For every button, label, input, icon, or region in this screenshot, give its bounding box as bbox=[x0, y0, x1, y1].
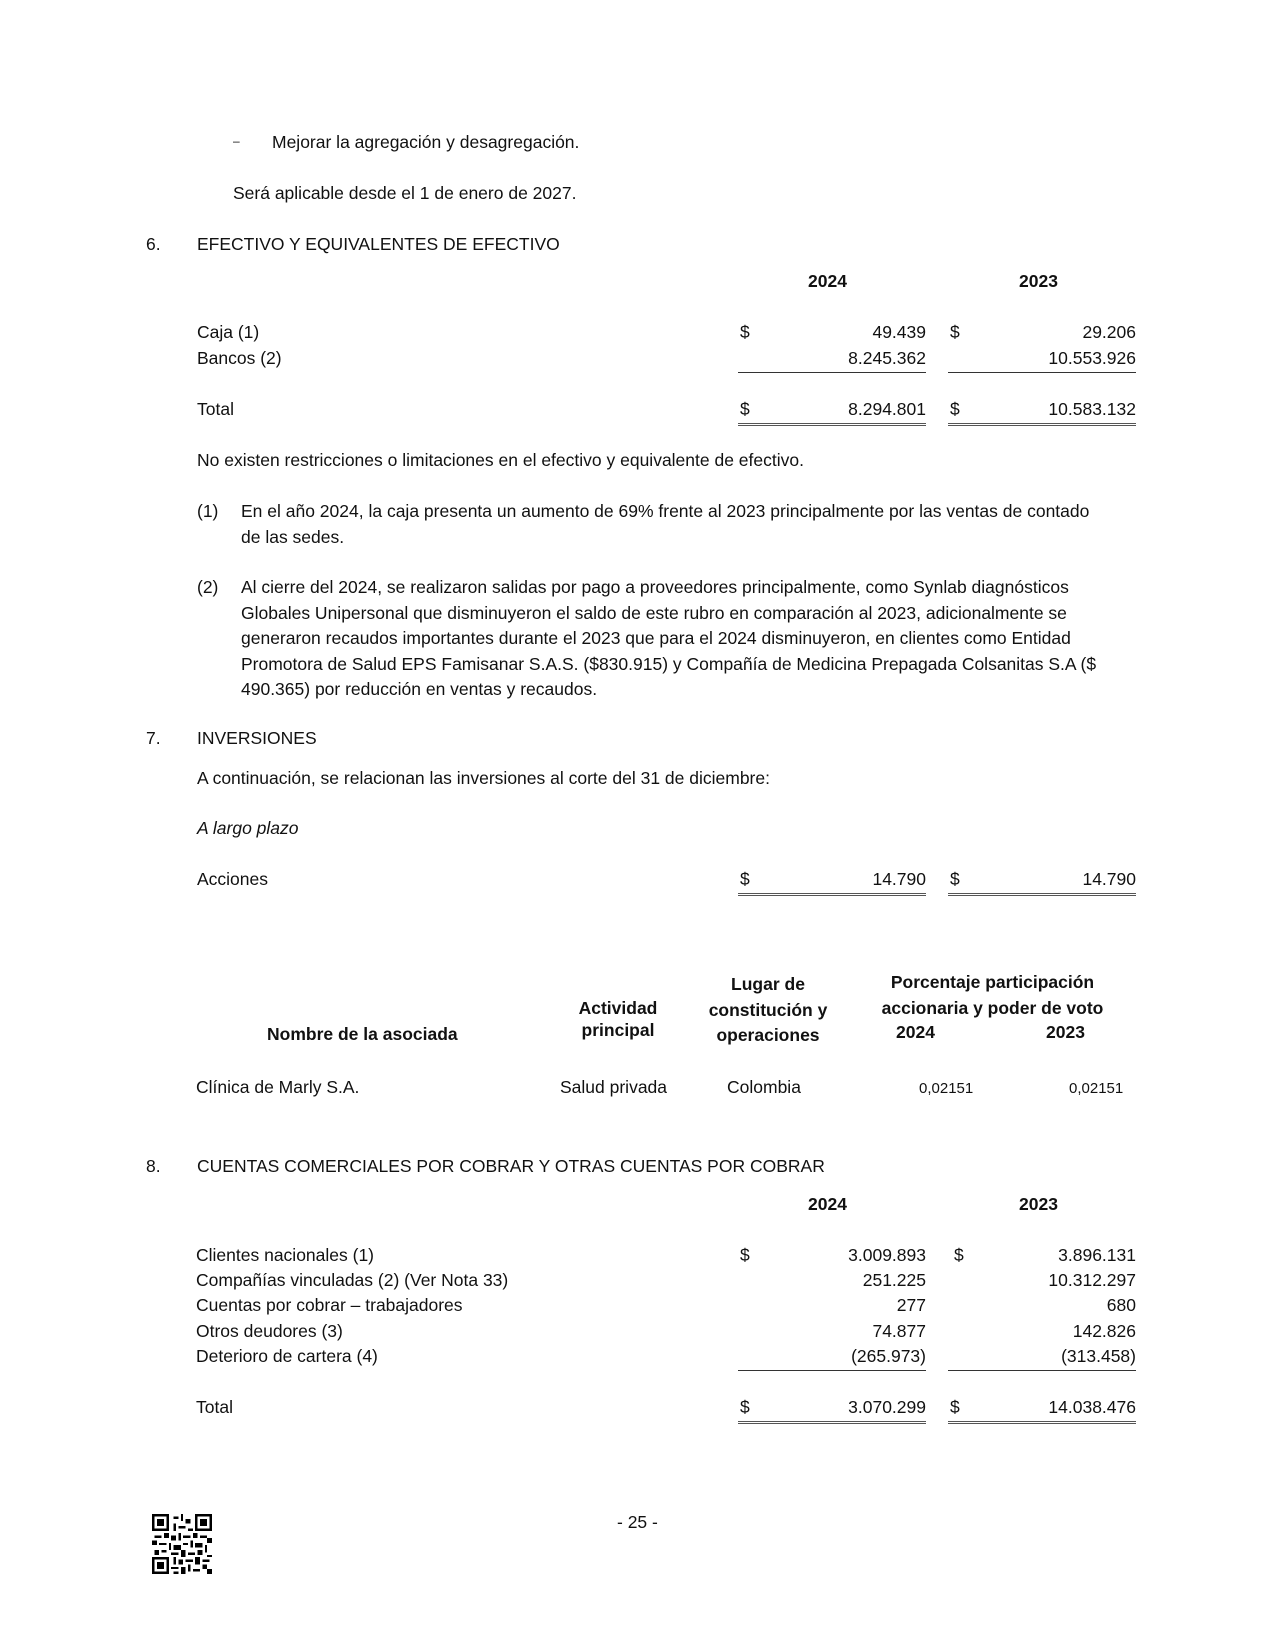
value: 251.225 bbox=[862, 1270, 926, 1290]
row-label: Compañías vinculadas (2) (Ver Nota 33) bbox=[196, 1270, 509, 1290]
header-activity-line: Actividad bbox=[578, 998, 658, 1018]
section-6-number: 6. bbox=[146, 234, 161, 254]
row-label: Cuentas por cobrar – trabajadores bbox=[196, 1295, 463, 1315]
amount-2023 bbox=[948, 1245, 1136, 1269]
header-place bbox=[693, 972, 843, 1049]
associate-activity: Salud privada bbox=[560, 1077, 668, 1097]
associate-name: Clínica de Marly S.A. bbox=[196, 1077, 360, 1097]
bullet-text: Mejorar la agregación y desagregación. bbox=[272, 132, 580, 152]
year-header-2024: 2024 bbox=[808, 1194, 847, 1214]
row-label: Otros deudores (3) bbox=[196, 1321, 343, 1341]
currency-symbol: $ bbox=[740, 869, 750, 889]
header-place-line: Lugar de bbox=[731, 974, 805, 994]
value: 10.583.132 bbox=[1048, 399, 1136, 419]
acciones-2023 bbox=[948, 869, 1136, 896]
restrictions-note: No existen restricciones o limitaciones en el efectivo y equivalente de efectivo. bbox=[197, 450, 804, 470]
currency-symbol: $ bbox=[950, 322, 960, 342]
value: 14.038.476 bbox=[1048, 1397, 1136, 1417]
value: 277 bbox=[896, 1295, 926, 1315]
amount-2024 bbox=[738, 348, 926, 373]
associate-place: Colombia bbox=[727, 1077, 801, 1097]
value: 14.790 bbox=[872, 869, 926, 889]
footnote-1-marker: (1) bbox=[197, 501, 219, 521]
value: 10.553.926 bbox=[1048, 348, 1136, 368]
currency-symbol: $ bbox=[740, 399, 750, 419]
section-8-title: CUENTAS COMERCIALES POR COBRAR Y OTRAS CUENTAS POR COBRAR bbox=[197, 1156, 825, 1176]
header-2024: 2024 bbox=[896, 1022, 935, 1042]
value: 14.790 bbox=[1082, 869, 1136, 889]
associate-pct-2024: 0,02151 bbox=[919, 1080, 974, 1097]
amount-2024 bbox=[738, 1295, 926, 1319]
value: (265.973) bbox=[851, 1346, 926, 1366]
amount-2023 bbox=[948, 1321, 1136, 1345]
footnote-2-text: Al cierre del 2024, se realizaron salidas por pago a proveedores principalmente, como Synlab diagnósticos Globales Unipersonal que disminuyeron el saldo de este rubro en comparación al 2023, adicionalmente se generaron recaudos importantes durante el 2023 que para el 2024 disminuyeron, en clientes como Entidad Promotora de Salud EPS Famisanar S.A.S. ($830.915) y Compañía de Medicina Prepagada Colsanitas S.A ($ 490.365) por reducción en ventas y recaudos. bbox=[241, 577, 1097, 699]
value: 680 bbox=[1106, 1295, 1136, 1315]
footnote-2-marker: (2) bbox=[197, 577, 219, 597]
header-activity-line: principal bbox=[581, 1020, 655, 1040]
currency-symbol: $ bbox=[954, 1245, 964, 1265]
row-label: Bancos (2) bbox=[197, 348, 282, 368]
year-header-2023: 2023 bbox=[1019, 1194, 1058, 1214]
header-pct-line: accionaria y poder de voto bbox=[881, 997, 1104, 1018]
currency-symbol: $ bbox=[740, 1245, 750, 1265]
value: 74.877 bbox=[872, 1321, 926, 1341]
header-activity bbox=[548, 998, 688, 1041]
amount-2023 bbox=[948, 348, 1136, 373]
currency-symbol: $ bbox=[950, 869, 960, 889]
currency-symbol: $ bbox=[950, 399, 960, 419]
section-7-number: 7. bbox=[146, 728, 161, 748]
acciones-label: Acciones bbox=[197, 869, 269, 889]
value: 49.439 bbox=[872, 322, 926, 342]
qr-code-icon bbox=[152, 1514, 212, 1574]
amount-2023 bbox=[948, 322, 1136, 346]
total-2023 bbox=[948, 1397, 1136, 1424]
header-place-line: constitución y bbox=[708, 999, 828, 1020]
value: (313.458) bbox=[1061, 1346, 1136, 1366]
value: 142.826 bbox=[1072, 1321, 1136, 1341]
acciones-2024 bbox=[738, 869, 926, 896]
amount-2023 bbox=[948, 1270, 1136, 1294]
long-term-subtitle: A largo plazo bbox=[197, 818, 299, 838]
total-2024 bbox=[738, 399, 926, 426]
value: 10.312.297 bbox=[1048, 1270, 1136, 1290]
header-name: Nombre de la asociada bbox=[267, 1024, 458, 1044]
total-label: Total bbox=[197, 399, 234, 419]
year-header-2024: 2024 bbox=[808, 271, 847, 291]
value: 3.070.299 bbox=[848, 1397, 926, 1417]
row-label: Caja (1) bbox=[197, 322, 260, 342]
amount-2024 bbox=[738, 1270, 926, 1294]
row-label: Deterioro de cartera (4) bbox=[196, 1346, 378, 1366]
amount-2024 bbox=[738, 1245, 926, 1269]
currency-symbol: $ bbox=[740, 1397, 750, 1417]
currency-symbol: $ bbox=[740, 322, 750, 342]
header-percentage bbox=[870, 970, 1115, 1021]
section-8-number: 8. bbox=[146, 1156, 161, 1176]
applicable-text: Será aplicable desde el 1 de enero de 2027. bbox=[233, 183, 577, 203]
value: 8.245.362 bbox=[848, 348, 926, 368]
amount-2024 bbox=[738, 322, 926, 346]
bullet-marker: – bbox=[233, 134, 240, 148]
associate-pct-2023: 0,02151 bbox=[1069, 1080, 1124, 1097]
section-7-intro: A continuación, se relacionan las inversiones al corte del 31 de diciembre: bbox=[197, 768, 770, 788]
row-label: Clientes nacionales (1) bbox=[196, 1245, 375, 1265]
value: 29.206 bbox=[1082, 322, 1136, 342]
section-6-title: EFECTIVO Y EQUIVALENTES DE EFECTIVO bbox=[197, 234, 560, 254]
value: 3.896.131 bbox=[1058, 1245, 1136, 1265]
amount-2023 bbox=[948, 1346, 1136, 1371]
footnote-1-text: En el año 2024, la caja presenta un aumento de 69% frente al 2023 principalmente por las ventas de contado de las sedes. bbox=[241, 501, 1090, 547]
amount-2023 bbox=[948, 1295, 1136, 1319]
value: 8.294.801 bbox=[848, 399, 926, 419]
header-place-line: operaciones bbox=[716, 1025, 820, 1045]
amount-2024 bbox=[738, 1346, 926, 1371]
amount-2024 bbox=[738, 1321, 926, 1345]
total-2024 bbox=[738, 1397, 926, 1424]
year-header-2023: 2023 bbox=[1019, 271, 1058, 291]
header-2023: 2023 bbox=[1046, 1022, 1085, 1042]
value: 3.009.893 bbox=[848, 1245, 926, 1265]
header-pct-line: Porcentaje participación bbox=[890, 972, 1095, 992]
total-2023 bbox=[948, 399, 1136, 426]
total-label: Total bbox=[196, 1397, 233, 1417]
section-7-title: INVERSIONES bbox=[197, 728, 317, 748]
currency-symbol: $ bbox=[950, 1397, 960, 1417]
page-number: - 25 - bbox=[617, 1512, 658, 1532]
